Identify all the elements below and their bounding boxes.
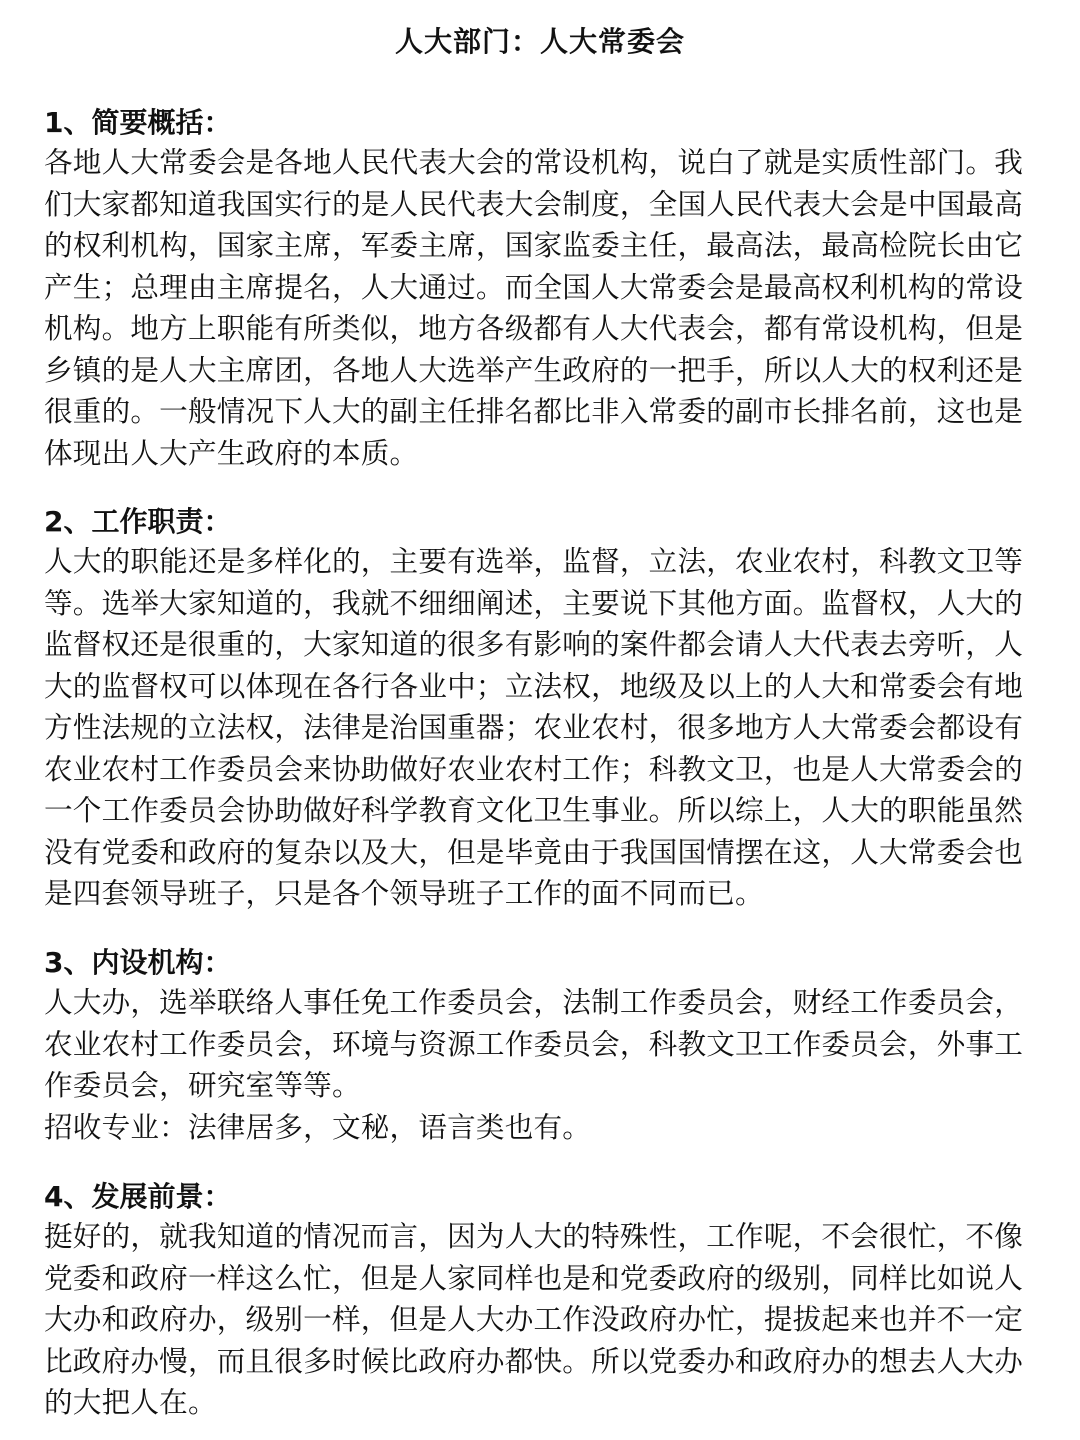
paragraph-line: 的大把人在。: [44, 1385, 217, 1419]
section-heading: 1、简要概括：: [44, 106, 232, 139]
paragraph-line: 一个工作委员会协助做好科学教育文化卫生事业。所以综上，人大的职能虽然: [44, 793, 1023, 827]
paragraph-line: 党委和政府一样这么忙，但是人家同样也是和党委政府的级别，同样比如说人: [44, 1260, 1023, 1295]
paragraph-line: 是四套领导班子，只是各个领导班子工作的面不同而已。: [44, 876, 764, 910]
section-heading: 2、工作职责：: [44, 505, 232, 538]
paragraph-line: 很重的。一般情况下人大的副主任排名都比非入常委的副市长排名前，这也是: [44, 394, 1023, 428]
section-duties: [44, 503, 1044, 915]
paragraph-line: 产生；总理由主席提名，人大通过。而全国人大常委会是最高权利机构的常设: [44, 269, 1023, 304]
paragraph-line: 没有党委和政府的复杂以及大，但是毕竟由于我国国情摆在这，人大常委会也: [44, 834, 1023, 869]
paragraph-line: 乡镇的是人大主席团，各地人大选举产生政府的一把手，所以人大的权利还是: [44, 352, 1023, 387]
paragraph-line: 大的监督权可以体现在各行各业中；立法权，地级及以上的人大和常委会有地: [44, 668, 1023, 703]
section-departments: [44, 944, 1044, 1148]
paragraph-line: 农业农村工作委员会来协助做好农业农村工作；科教文卫，也是人大常委会的: [44, 751, 1023, 786]
paragraph-line: 挺好的，就我知道的情况而言，因为人大的特殊性，工作呢，不会很忙，不像: [44, 1219, 1023, 1253]
paragraph-line: 机构。地方上职能有所类似，地方各级都有人大代表会，都有常设机构，但是: [44, 311, 1023, 345]
section-summary: [44, 104, 1044, 474]
paragraph-line: 招收专业：法律居多，文秘，语言类也有。: [44, 1109, 592, 1144]
paragraph-line: 大办和政府办，级别一样，但是人大办工作没政府办忙，提拔起来也并不一定: [44, 1302, 1023, 1336]
paragraph-line: 作委员会，研究室等等。: [44, 1068, 361, 1102]
paragraph-line: 们大家都知道我国实行的是人民代表大会制度，全国人民代表大会是中国最高: [44, 186, 1023, 221]
section-paragraph: [44, 142, 1044, 474]
paragraph-line: 方性法规的立法权，法律是治国重器；农业农村，很多地方人大常委会都设有: [44, 710, 1023, 744]
paragraph-line: 农业农村工作委员会，环境与资源工作委员会，科教文卫工作委员会，外事工: [44, 1026, 1023, 1061]
paragraph-line: 人大的职能还是多样化的，主要有选举，监督，立法，农业农村，科教文卫等: [44, 544, 1023, 578]
section-prospects: [44, 1178, 1044, 1424]
paragraph-line: 的权利机构，国家主席，军委主席，国家监委主任，最高法，最高检院长由它: [44, 228, 1023, 262]
paragraph-line: 比政府办慢，而且很多时候比政府办都快。所以党委办和政府办的想去人大办: [44, 1343, 1023, 1378]
section-heading: 3、内设机构：: [44, 946, 232, 979]
paragraph-line: 等。选举大家知道的，我就不细细阐述，主要说下其他方面。监督权，人大的: [44, 585, 1023, 620]
paragraph-line: 监督权还是很重的，大家知道的很多有影响的案件都会请人大代表去旁听，人: [44, 627, 1023, 661]
page-title: 人大部门：人大常委会: [394, 25, 685, 58]
section-paragraph: [44, 1216, 1044, 1424]
paragraph-line: 体现出人大产生政府的本质。: [44, 435, 419, 470]
section-heading: 4、发展前景：: [44, 1180, 232, 1213]
section-paragraph: [44, 541, 1044, 915]
section-paragraph: [44, 982, 1044, 1148]
paragraph-line: 各地人大常委会是各地人民代表大会的常设机构，说白了就是实质性部门。我: [44, 145, 1023, 179]
paragraph-line: 人大办，选举联络人事任免工作委员会，法制工作委员会，财经工作委员会，: [44, 985, 1023, 1019]
